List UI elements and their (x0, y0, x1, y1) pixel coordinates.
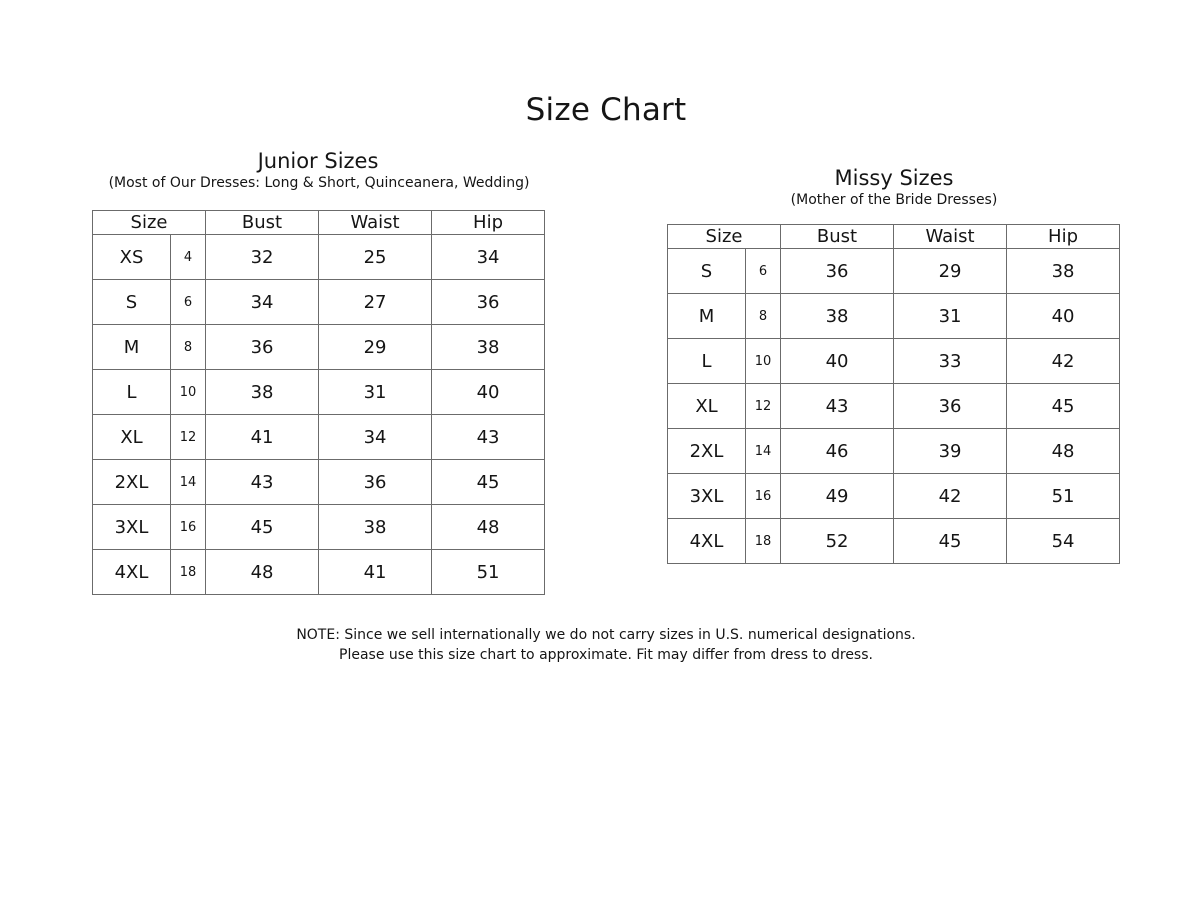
hip-value: 43 (432, 415, 545, 460)
waist-value: 31 (894, 294, 1007, 339)
bust-value: 48 (206, 550, 319, 595)
size-number: 16 (171, 505, 206, 550)
size-number: 10 (171, 370, 206, 415)
table-row (93, 370, 545, 415)
table-row (668, 429, 1120, 474)
waist-value: 36 (894, 384, 1007, 429)
bust-value: 36 (781, 249, 894, 294)
table-row (668, 249, 1120, 294)
size-label: M (668, 294, 746, 339)
note-line-1: NOTE: Since we sell internationally we do not carry sizes in U.S. numerical designations. (296, 627, 916, 643)
hip-value: 34 (432, 235, 545, 280)
bust-value: 46 (781, 429, 894, 474)
size-label: XL (668, 384, 746, 429)
bust-value: 43 (781, 384, 894, 429)
table-header-row (93, 211, 545, 235)
bust-value: 49 (781, 474, 894, 519)
size-number: 12 (171, 415, 206, 460)
missy-sizes-subtitle: (Mother of the Bride Dresses) (790, 192, 998, 208)
note-line-2: Please use this size chart to approximate. Fit may differ from dress to dress. (339, 647, 873, 663)
size-number: 14 (746, 429, 781, 474)
size-label: 2XL (668, 429, 746, 474)
hip-value: 51 (432, 550, 545, 595)
table-row (668, 294, 1120, 339)
table-row (668, 474, 1120, 519)
junior-sizes-subtitle: (Most of Our Dresses: Long & Short, Quinceanera, Wedding) (108, 175, 530, 191)
waist-value: 27 (319, 280, 432, 325)
hip-value: 40 (1007, 294, 1120, 339)
size-number: 12 (746, 384, 781, 429)
size-label: M (93, 325, 171, 370)
bust-header: Bust (781, 225, 894, 249)
table-row (668, 384, 1120, 429)
bust-value: 38 (781, 294, 894, 339)
table-row (668, 519, 1120, 564)
waist-header: Waist (319, 211, 432, 235)
size-number: 10 (746, 339, 781, 384)
size-number: 18 (171, 550, 206, 595)
bust-value: 52 (781, 519, 894, 564)
size-note (0, 625, 1192, 665)
size-label: S (668, 249, 746, 294)
hip-value: 54 (1007, 519, 1120, 564)
junior-size-table (92, 210, 545, 595)
size-label: 4XL (668, 519, 746, 564)
table-row (93, 280, 545, 325)
waist-value: 39 (894, 429, 1007, 474)
missy-sizes-title: Missy Sizes (834, 166, 954, 190)
size-label: L (93, 370, 171, 415)
table-row (93, 505, 545, 550)
bust-value: 40 (781, 339, 894, 384)
hip-value: 45 (1007, 384, 1120, 429)
waist-value: 29 (894, 249, 1007, 294)
bust-value: 43 (206, 460, 319, 505)
size-header: Size (93, 211, 206, 235)
size-label: 2XL (93, 460, 171, 505)
junior-sizes-title: Junior Sizes (257, 149, 379, 173)
bust-value: 38 (206, 370, 319, 415)
size-label: 3XL (668, 474, 746, 519)
size-number: 8 (746, 294, 781, 339)
waist-value: 38 (319, 505, 432, 550)
hip-value: 40 (432, 370, 545, 415)
waist-value: 36 (319, 460, 432, 505)
hip-value: 51 (1007, 474, 1120, 519)
table-row (93, 550, 545, 595)
waist-value: 25 (319, 235, 432, 280)
waist-value: 41 (319, 550, 432, 595)
waist-value: 29 (319, 325, 432, 370)
size-number: 8 (171, 325, 206, 370)
bust-value: 32 (206, 235, 319, 280)
bust-value: 36 (206, 325, 319, 370)
size-number: 4 (171, 235, 206, 280)
hip-value: 42 (1007, 339, 1120, 384)
hip-header: Hip (1007, 225, 1120, 249)
size-label: L (668, 339, 746, 384)
page-title: Size Chart (525, 92, 687, 128)
table-row (668, 339, 1120, 384)
table-row (93, 460, 545, 505)
waist-value: 45 (894, 519, 1007, 564)
waist-value: 34 (319, 415, 432, 460)
size-label: XS (93, 235, 171, 280)
missy-size-table (667, 224, 1120, 564)
table-row (93, 235, 545, 280)
size-label: 3XL (93, 505, 171, 550)
hip-header: Hip (432, 211, 545, 235)
bust-value: 34 (206, 280, 319, 325)
size-label: 4XL (93, 550, 171, 595)
size-number: 16 (746, 474, 781, 519)
size-header: Size (668, 225, 781, 249)
size-label: S (93, 280, 171, 325)
waist-value: 31 (319, 370, 432, 415)
bust-value: 45 (206, 505, 319, 550)
waist-value: 42 (894, 474, 1007, 519)
table-row (93, 325, 545, 370)
waist-header: Waist (894, 225, 1007, 249)
bust-header: Bust (206, 211, 319, 235)
waist-value: 33 (894, 339, 1007, 384)
table-header-row (668, 225, 1120, 249)
hip-value: 38 (1007, 249, 1120, 294)
bust-value: 41 (206, 415, 319, 460)
hip-value: 45 (432, 460, 545, 505)
hip-value: 48 (1007, 429, 1120, 474)
hip-value: 36 (432, 280, 545, 325)
size-number: 18 (746, 519, 781, 564)
size-number: 14 (171, 460, 206, 505)
size-number: 6 (746, 249, 781, 294)
size-label: XL (93, 415, 171, 460)
table-row (93, 415, 545, 460)
size-number: 6 (171, 280, 206, 325)
hip-value: 48 (432, 505, 545, 550)
hip-value: 38 (432, 325, 545, 370)
